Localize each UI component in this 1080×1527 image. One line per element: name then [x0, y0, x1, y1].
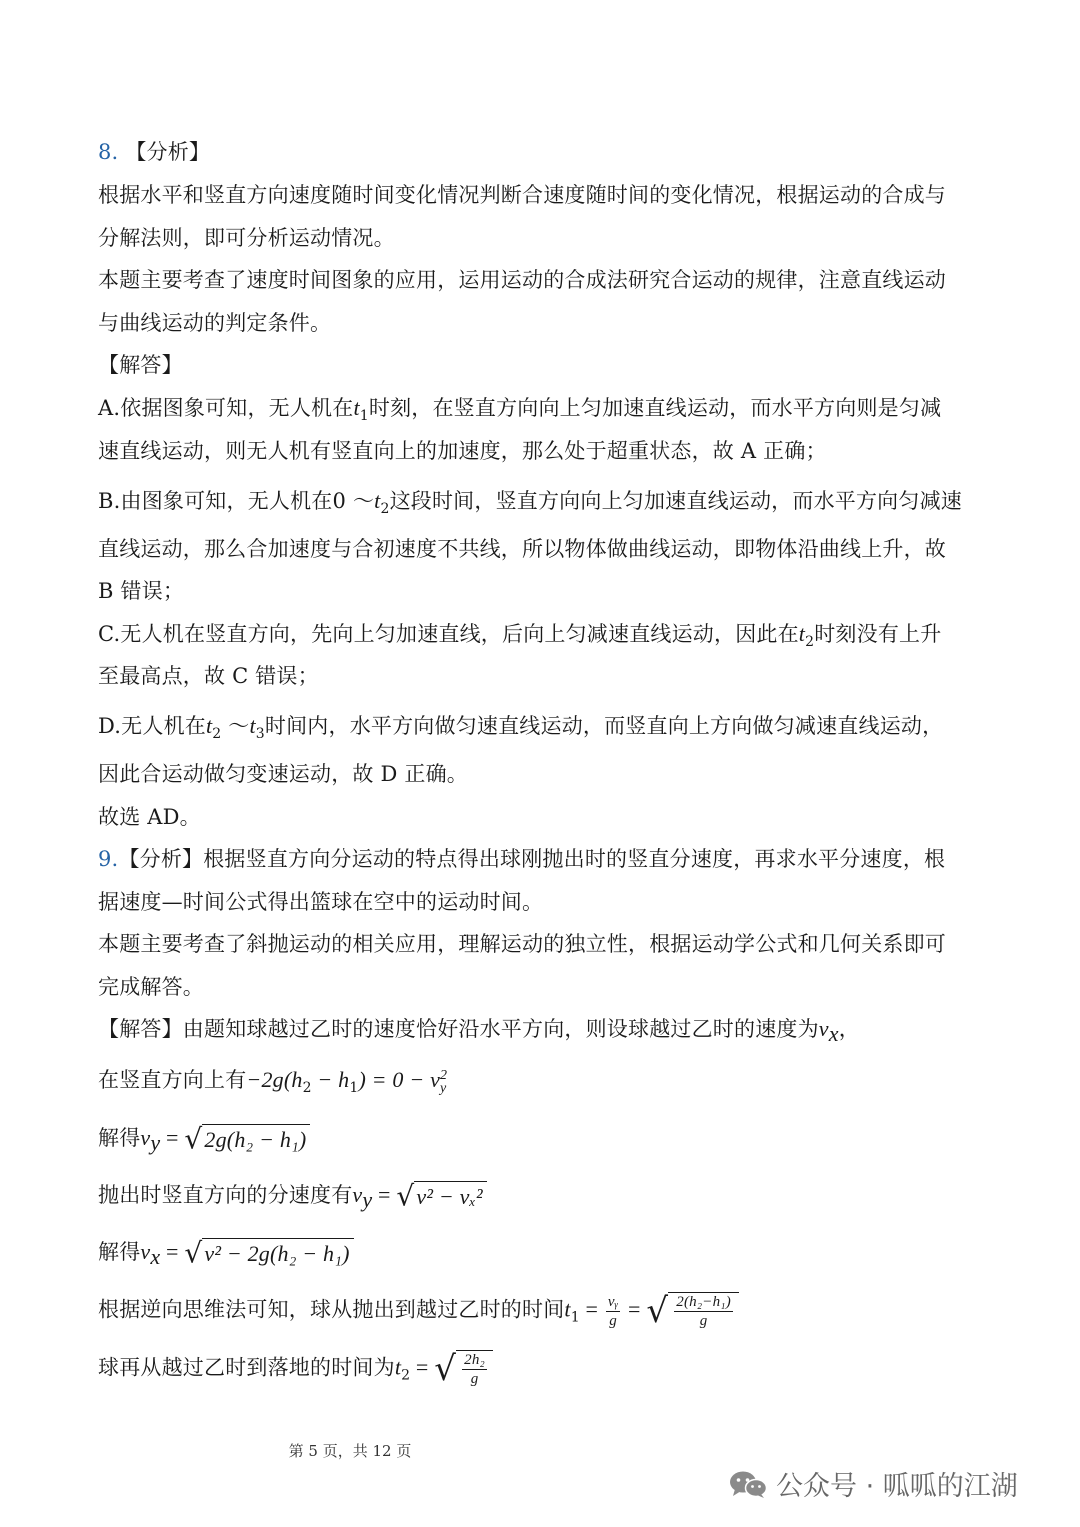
- math-sub: y: [440, 1080, 447, 1096]
- text: 时刻，在竖直方向向上匀加速直线运动，而水平方向则是匀减: [368, 396, 942, 420]
- radicand: v² − 2g(h₂ − h₁): [202, 1238, 353, 1269]
- q8-option-b-line-3: B 错误；: [98, 579, 185, 603]
- watermark-text: 公众号 · 呱呱的江湖: [776, 1471, 1018, 1502]
- sqrt: √ $\frac{\text{2h₂}}{g}$: [434, 1350, 493, 1388]
- math-t: t: [353, 395, 360, 420]
- sqrt: √v² − 2g(h₂ − h₁): [184, 1238, 353, 1269]
- q9-number: 9.: [98, 847, 119, 871]
- text: 在竖直方向上有: [98, 1068, 247, 1092]
- math: ) = 0 − v: [358, 1067, 441, 1092]
- math-sub: y: [150, 1130, 161, 1156]
- q8-analysis-label: 【分析】: [125, 140, 211, 164]
- text: 这段时间，竖直方向向上匀加速直线运动，而水平方向匀减速: [389, 489, 962, 513]
- text: 时间内，水平方向做匀速直线运动，而竖直向上方向做匀减速直线运动，: [264, 714, 944, 738]
- q8-option-a-line-1: [98, 394, 942, 425]
- q8-option-d-line-1: [98, 712, 944, 743]
- q8-number: 8.: [98, 140, 119, 164]
- q8-option-a-line-2: 速直线运动，则无人机有竖直向上的加速度，那么处于超重状态，故 A 正确；: [98, 439, 827, 463]
- fraction: [606, 1293, 621, 1330]
- q8-analysis-line-1: 根据水平和竖直方向速度随时间变化情况判断合速度随时间的变化情况，根据运动的合成与: [98, 183, 946, 207]
- fraction: [462, 1351, 487, 1388]
- text: D.无人机在: [98, 714, 206, 738]
- q8-heading: [98, 138, 210, 166]
- q9-analysis-line-4: 完成解答。: [98, 975, 204, 999]
- math-sup: 2: [440, 1067, 448, 1083]
- wechat-icon: [728, 1469, 768, 1499]
- q9-equation-2: [98, 1124, 310, 1155]
- math-sub: 1: [570, 1309, 580, 1326]
- text: 解得: [98, 1240, 141, 1264]
- math-sub: 1: [349, 1080, 359, 1097]
- math-sub: 3: [255, 726, 265, 743]
- numerator: 2h₂: [464, 1352, 485, 1368]
- sqrt: √2g(h₂ − h₁): [184, 1124, 310, 1155]
- math-sub: x: [150, 1244, 161, 1270]
- text: 根据逆向思维法可知，球从抛出到越过乙时的时间: [98, 1297, 565, 1322]
- math-v: v: [140, 1239, 151, 1264]
- text: 【分析】根据竖直方向分运动的特点得出球刚抛出时的竖直分速度，再求水平分速度，根: [118, 847, 946, 871]
- math: =: [160, 1125, 185, 1150]
- math-v: v: [352, 1182, 363, 1207]
- text: B.由图象可知，无人机在0 ～: [98, 489, 375, 513]
- math-t: t: [249, 713, 256, 738]
- text: 球再从越过乙时到落地的时间为: [98, 1355, 395, 1380]
- q8-analysis-line-2: 分解法则，即可分析运动情况。: [98, 226, 395, 250]
- math-v: v: [140, 1125, 151, 1150]
- q8-answer-label: 【解答】: [98, 353, 183, 377]
- math: −2g(h: [246, 1067, 303, 1092]
- math: =: [622, 1296, 647, 1322]
- q8-analysis-line-3: 本题主要考查了速度时间图象的应用，运用运动的合成法研究合运动的规律，注意直线运动: [98, 268, 946, 292]
- math-sub: 2: [401, 1367, 411, 1384]
- math: =: [410, 1354, 435, 1380]
- q9-equation-5: [98, 1292, 739, 1330]
- q8-analysis-line-4: 与曲线运动的判定条件。: [98, 311, 332, 335]
- text: 抛出时竖直方向的分速度有: [98, 1183, 353, 1207]
- q9-equation-6: [98, 1350, 493, 1388]
- text: ，: [838, 1017, 860, 1041]
- math: =: [372, 1182, 397, 1207]
- math-sub: 1: [359, 408, 369, 425]
- radicand: 2g(h₂ − h₁): [202, 1124, 310, 1155]
- math-sub: 2: [302, 1080, 312, 1097]
- math-t: t: [205, 713, 213, 738]
- radicand: v² − vₓ²: [414, 1181, 486, 1212]
- denominator: g: [470, 1371, 479, 1387]
- fraction: [674, 1293, 733, 1330]
- q8-option-d-line-2: 因此合运动做匀变速运动，故 D 正确。: [98, 762, 468, 786]
- q9-analysis-line-1: [98, 845, 945, 873]
- math-t: t: [564, 1296, 571, 1322]
- math: =: [160, 1239, 185, 1264]
- q9-equation-1: [98, 1066, 447, 1095]
- q9-equation-3: [98, 1181, 487, 1212]
- denominator: g: [699, 1313, 708, 1329]
- math-sub: 2: [212, 726, 222, 743]
- text: 【解答】由题知球越过乙时的速度恰好沿水平方向，则设球越过乙时的速度为: [98, 1017, 819, 1041]
- q8-option-b-line-1: [98, 487, 962, 518]
- numerator: vᵧ: [607, 1293, 619, 1310]
- q9-answer-line-1: [98, 1015, 860, 1047]
- math-t: t: [394, 1354, 402, 1380]
- q9-equation-4: [98, 1238, 354, 1269]
- math-t: t: [798, 621, 806, 646]
- math: =: [579, 1296, 604, 1322]
- text: 时刻没有上升: [814, 622, 942, 646]
- math-sub: 2: [380, 501, 390, 518]
- text: ～: [221, 714, 250, 738]
- watermark: [728, 1464, 1018, 1503]
- numerator: 2(h₂−h₁): [676, 1294, 731, 1310]
- page-footer: 第 5 页，共 12 页: [288, 1442, 412, 1460]
- q8-final-answer: 故选 AD。: [98, 805, 201, 829]
- q9-analysis-line-3: 本题主要考查了斜抛运动的相关应用，理解运动的独立性，根据运动学公式和几何关系即可: [98, 932, 946, 956]
- math-v: v: [818, 1016, 829, 1041]
- q8-option-b-line-2: 直线运动，那么合加速度与合初速度不共线，所以物体做曲线运动，即物体沿曲线上升，故: [98, 537, 946, 561]
- math-sub: x: [828, 1021, 839, 1047]
- text: A.依据图象可知，无人机在: [98, 396, 354, 420]
- text: C.无人机在竖直方向，先向上匀加速直线，后向上匀减速直线运动，因此在: [98, 622, 799, 646]
- q8-option-c-line-2: 至最高点，故 C 错误；: [98, 664, 319, 688]
- denominator: g: [609, 1312, 617, 1329]
- math: − h: [311, 1067, 350, 1092]
- text: 解得: [98, 1126, 141, 1150]
- sqrt: √ $\frac{\text{2(h₂−h₁)}}{g}$: [646, 1292, 739, 1330]
- math-sub: y: [362, 1187, 373, 1213]
- q8-option-c-line-1: [98, 620, 942, 651]
- sqrt: √v² − vₓ²: [396, 1181, 486, 1212]
- math-t: t: [374, 488, 381, 513]
- q9-analysis-line-2: 据速度—时间公式得出篮球在空中的运动时间。: [98, 890, 544, 914]
- math-sub: 2: [805, 634, 815, 651]
